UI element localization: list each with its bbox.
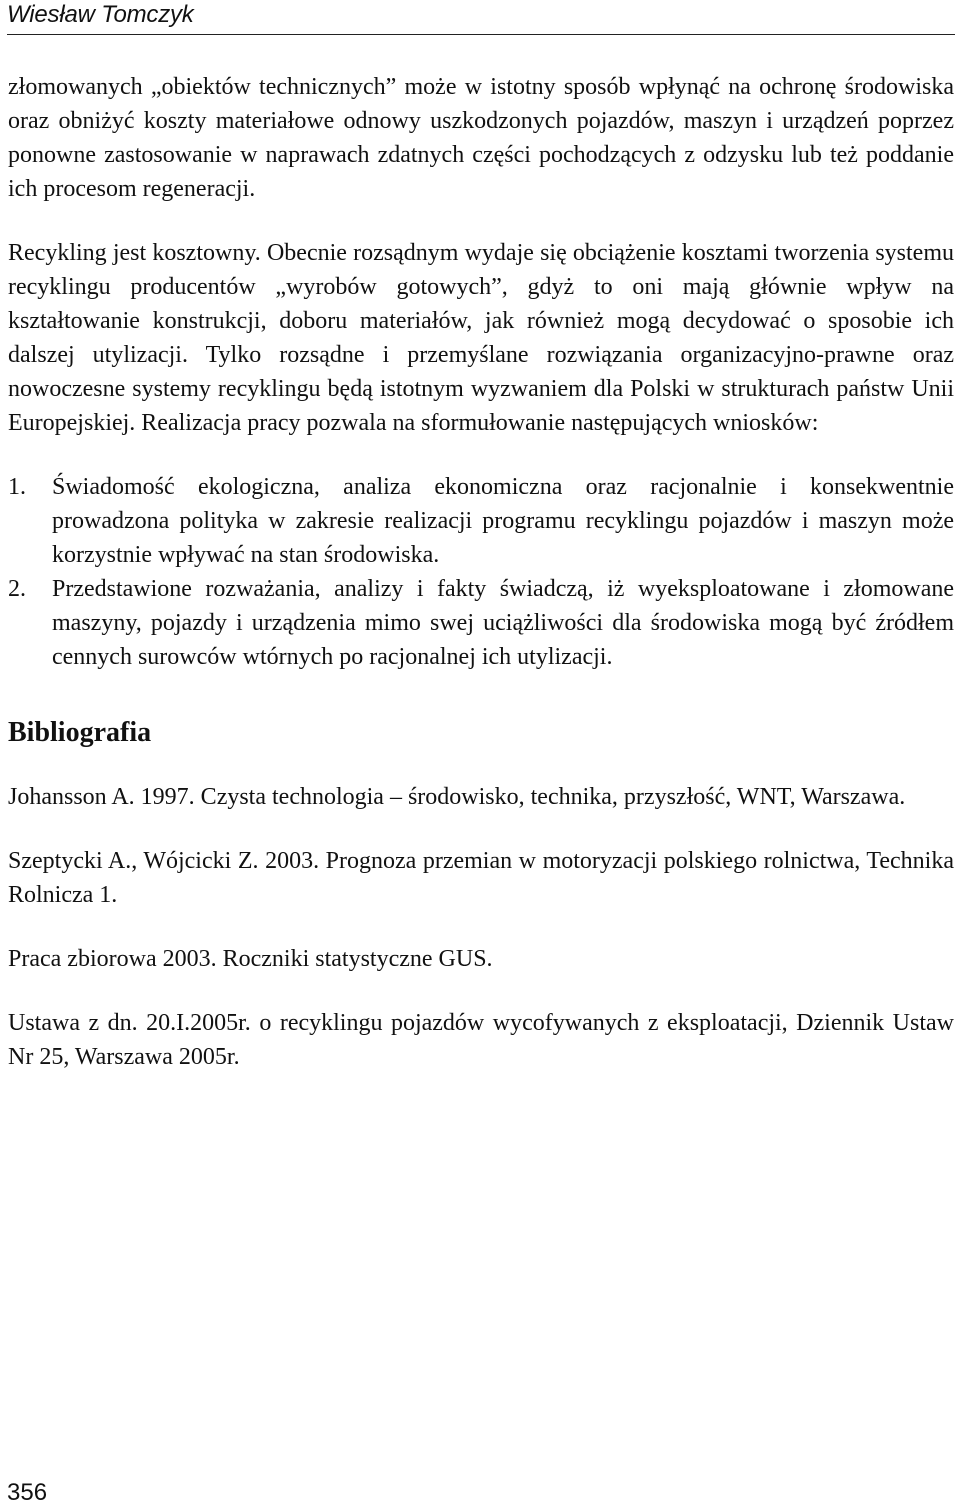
bibliography-heading: Bibliografia bbox=[8, 717, 152, 748]
conclusion-item-2 bbox=[8, 572, 954, 674]
page-content bbox=[8, 70, 954, 1104]
author-name: Wiesław Tomczyk bbox=[7, 1, 194, 28]
bibliography-entry: Praca zbiorowa 2003. Roczniki statystyczne GUS. bbox=[8, 946, 493, 972]
conclusion-text: Przedstawione rozważania, analizy i fakty świadczą, iż wyeksploatowane i złomowane maszyny, pojazdy i urządzenia mimo swej uciążliwości dla środowiska mogą być źródłem cennych surowców wtórnych po racjonalnej ich utylizacji. bbox=[52, 576, 954, 670]
running-header bbox=[7, 0, 955, 35]
bibliography-entry: Johansson A. 1997. Czysta technologia – środowisko, technika, przyszłość, WNT, Warszawa. bbox=[8, 784, 906, 810]
conclusion-text: Świadomość ekologiczna, analiza ekonomiczna oraz racjonalnie i konsekwentnie prowadzona polityka w zakresie realizacji programu recyklingu pojazdów i maszyn może korzystnie wpływać na stan środowiska. bbox=[52, 474, 954, 568]
conclusions-list bbox=[8, 470, 954, 674]
conclusion-item-1 bbox=[8, 470, 954, 572]
conclusion-number: 1. bbox=[8, 474, 26, 500]
page-number: 356 bbox=[7, 1479, 48, 1506]
recycling-paragraph: Recykling jest kosztowny. Obecnie rozsądnym wydaje się obciążenie kosztami tworzenia systemu recyklingu producentów „wyrobów gotowych”, gdyż to oni mają głównie wpływ na kształtowanie konstrukcji, doboru materiałów, jak również mogą decydować o sposobie ich dalszej utylizacji. Tylko rozsądne i przemyślane rozwiązania organizacyjno-prawne oraz nowoczesne systemy recyklingu będą istotnym wyzwaniem dla Polski w strukturach państw Unii Europejskiej. Realizacja pracy pozwala na sformułowanie następujących wniosków: bbox=[8, 240, 954, 436]
intro-paragraph: złomowanych „obiektów technicznych” może w istotny sposób wpłynąć na ochronę środowiska oraz obniżyć koszty materiałowe odnowy uszkodzonych pojazdów, maszyn i urządzeń poprzez ponowne zastosowanie w naprawach zdatnych części pochodzących z odzysku lub też poddanie ich procesom regeneracji. bbox=[8, 74, 954, 202]
conclusion-number: 2. bbox=[8, 576, 26, 602]
bibliography-entry: Ustawa z dn. 20.I.2005r. o recyklingu pojazdów wycofywanych z eksploatacji, Dziennik Ustaw Nr 25, Warszawa 2005r. bbox=[8, 1010, 954, 1070]
bibliography-entry: Szeptycki A., Wójcicki Z. 2003. Prognoza przemian w motoryzacji polskiego rolnictwa, Technika Rolnicza 1. bbox=[8, 848, 954, 908]
